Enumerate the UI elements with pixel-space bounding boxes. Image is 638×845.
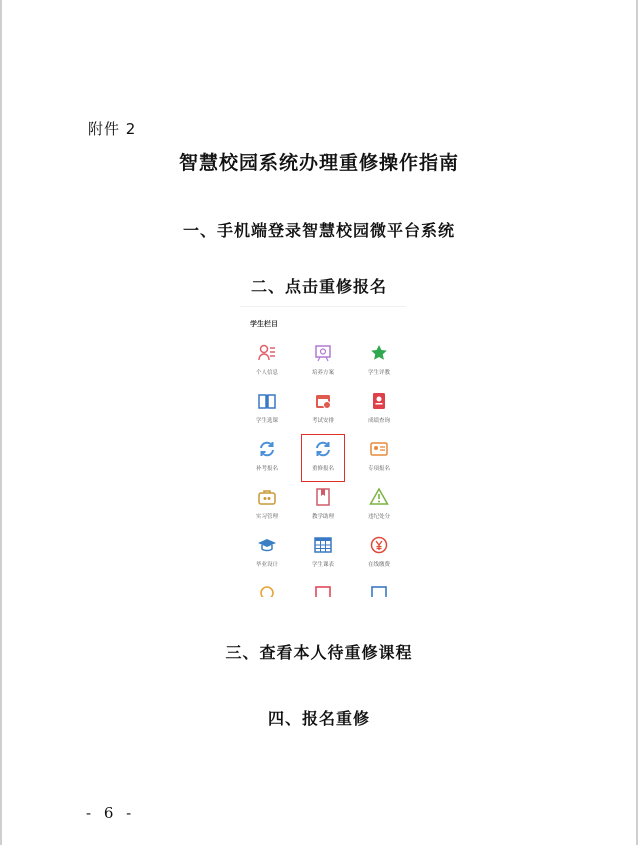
item-student-evaluation[interactable]: 学生评教 <box>352 339 406 385</box>
grade-report-icon <box>369 391 389 411</box>
star-icon <box>369 343 389 363</box>
step-1-heading: 一、手机端登录智慧校园微平台系统 <box>182 221 455 240</box>
book-icon <box>257 391 277 411</box>
item-grade-query[interactable]: 成绩查询 <box>352 387 406 433</box>
item-teaching-assistant[interactable]: 教学助理 <box>296 483 350 529</box>
briefcase-icon <box>257 487 277 507</box>
item-retake-registration[interactable]: 重修报名 <box>302 435 344 481</box>
id-card-icon <box>369 439 389 459</box>
item-internship-management[interactable]: 实习管理 <box>240 483 294 529</box>
attachment-label: 附件 2 <box>88 120 137 138</box>
payment-icon <box>369 535 389 555</box>
item-personal-info[interactable]: 个人信息 <box>240 339 294 385</box>
item-graduation-design[interactable]: 毕业设计 <box>240 531 294 577</box>
item-special-registration[interactable]: 专项报名 <box>352 435 406 481</box>
item-partial-2[interactable] <box>296 579 350 597</box>
document-icon <box>313 583 333 597</box>
item-partial-1[interactable] <box>240 579 294 597</box>
item-makeup-exam-registration[interactable]: 补考报名 <box>240 435 294 481</box>
refresh-icon <box>257 439 277 459</box>
item-student-timetable[interactable]: 学生课表 <box>296 531 350 577</box>
image-icon <box>369 583 389 597</box>
item-course-selection[interactable]: 学生选课 <box>240 387 294 433</box>
person-info-icon <box>257 343 277 363</box>
calendar-icon <box>313 391 333 411</box>
step-3-heading: 三、查看本人待重修课程 <box>225 643 413 662</box>
step-2-heading: 二、点击重修报名 <box>250 277 387 296</box>
training-plan-icon <box>313 343 333 363</box>
page-number: - 6 - <box>86 804 136 822</box>
item-partial-3[interactable] <box>352 579 406 597</box>
app-screenshot <box>240 306 406 597</box>
timetable-icon <box>313 535 333 555</box>
item-disciplinary-action[interactable]: 违纪处分 <box>352 483 406 529</box>
item-exam-schedule[interactable]: 考试安排 <box>296 387 350 433</box>
step-4-heading: 四、报名重修 <box>267 709 370 728</box>
item-online-payment[interactable]: 在线缴费 <box>352 531 406 577</box>
document-title: 智慧校园系统办理重修操作指南 <box>178 152 459 174</box>
circle-icon <box>257 583 277 597</box>
warning-icon <box>369 487 389 507</box>
refresh-icon <box>313 439 333 459</box>
student-section-title: 学生栏目 <box>250 320 278 328</box>
bookmark-icon <box>313 487 333 507</box>
item-training-plan[interactable]: 培养方案 <box>296 339 350 385</box>
graduation-cap-icon <box>257 535 277 555</box>
